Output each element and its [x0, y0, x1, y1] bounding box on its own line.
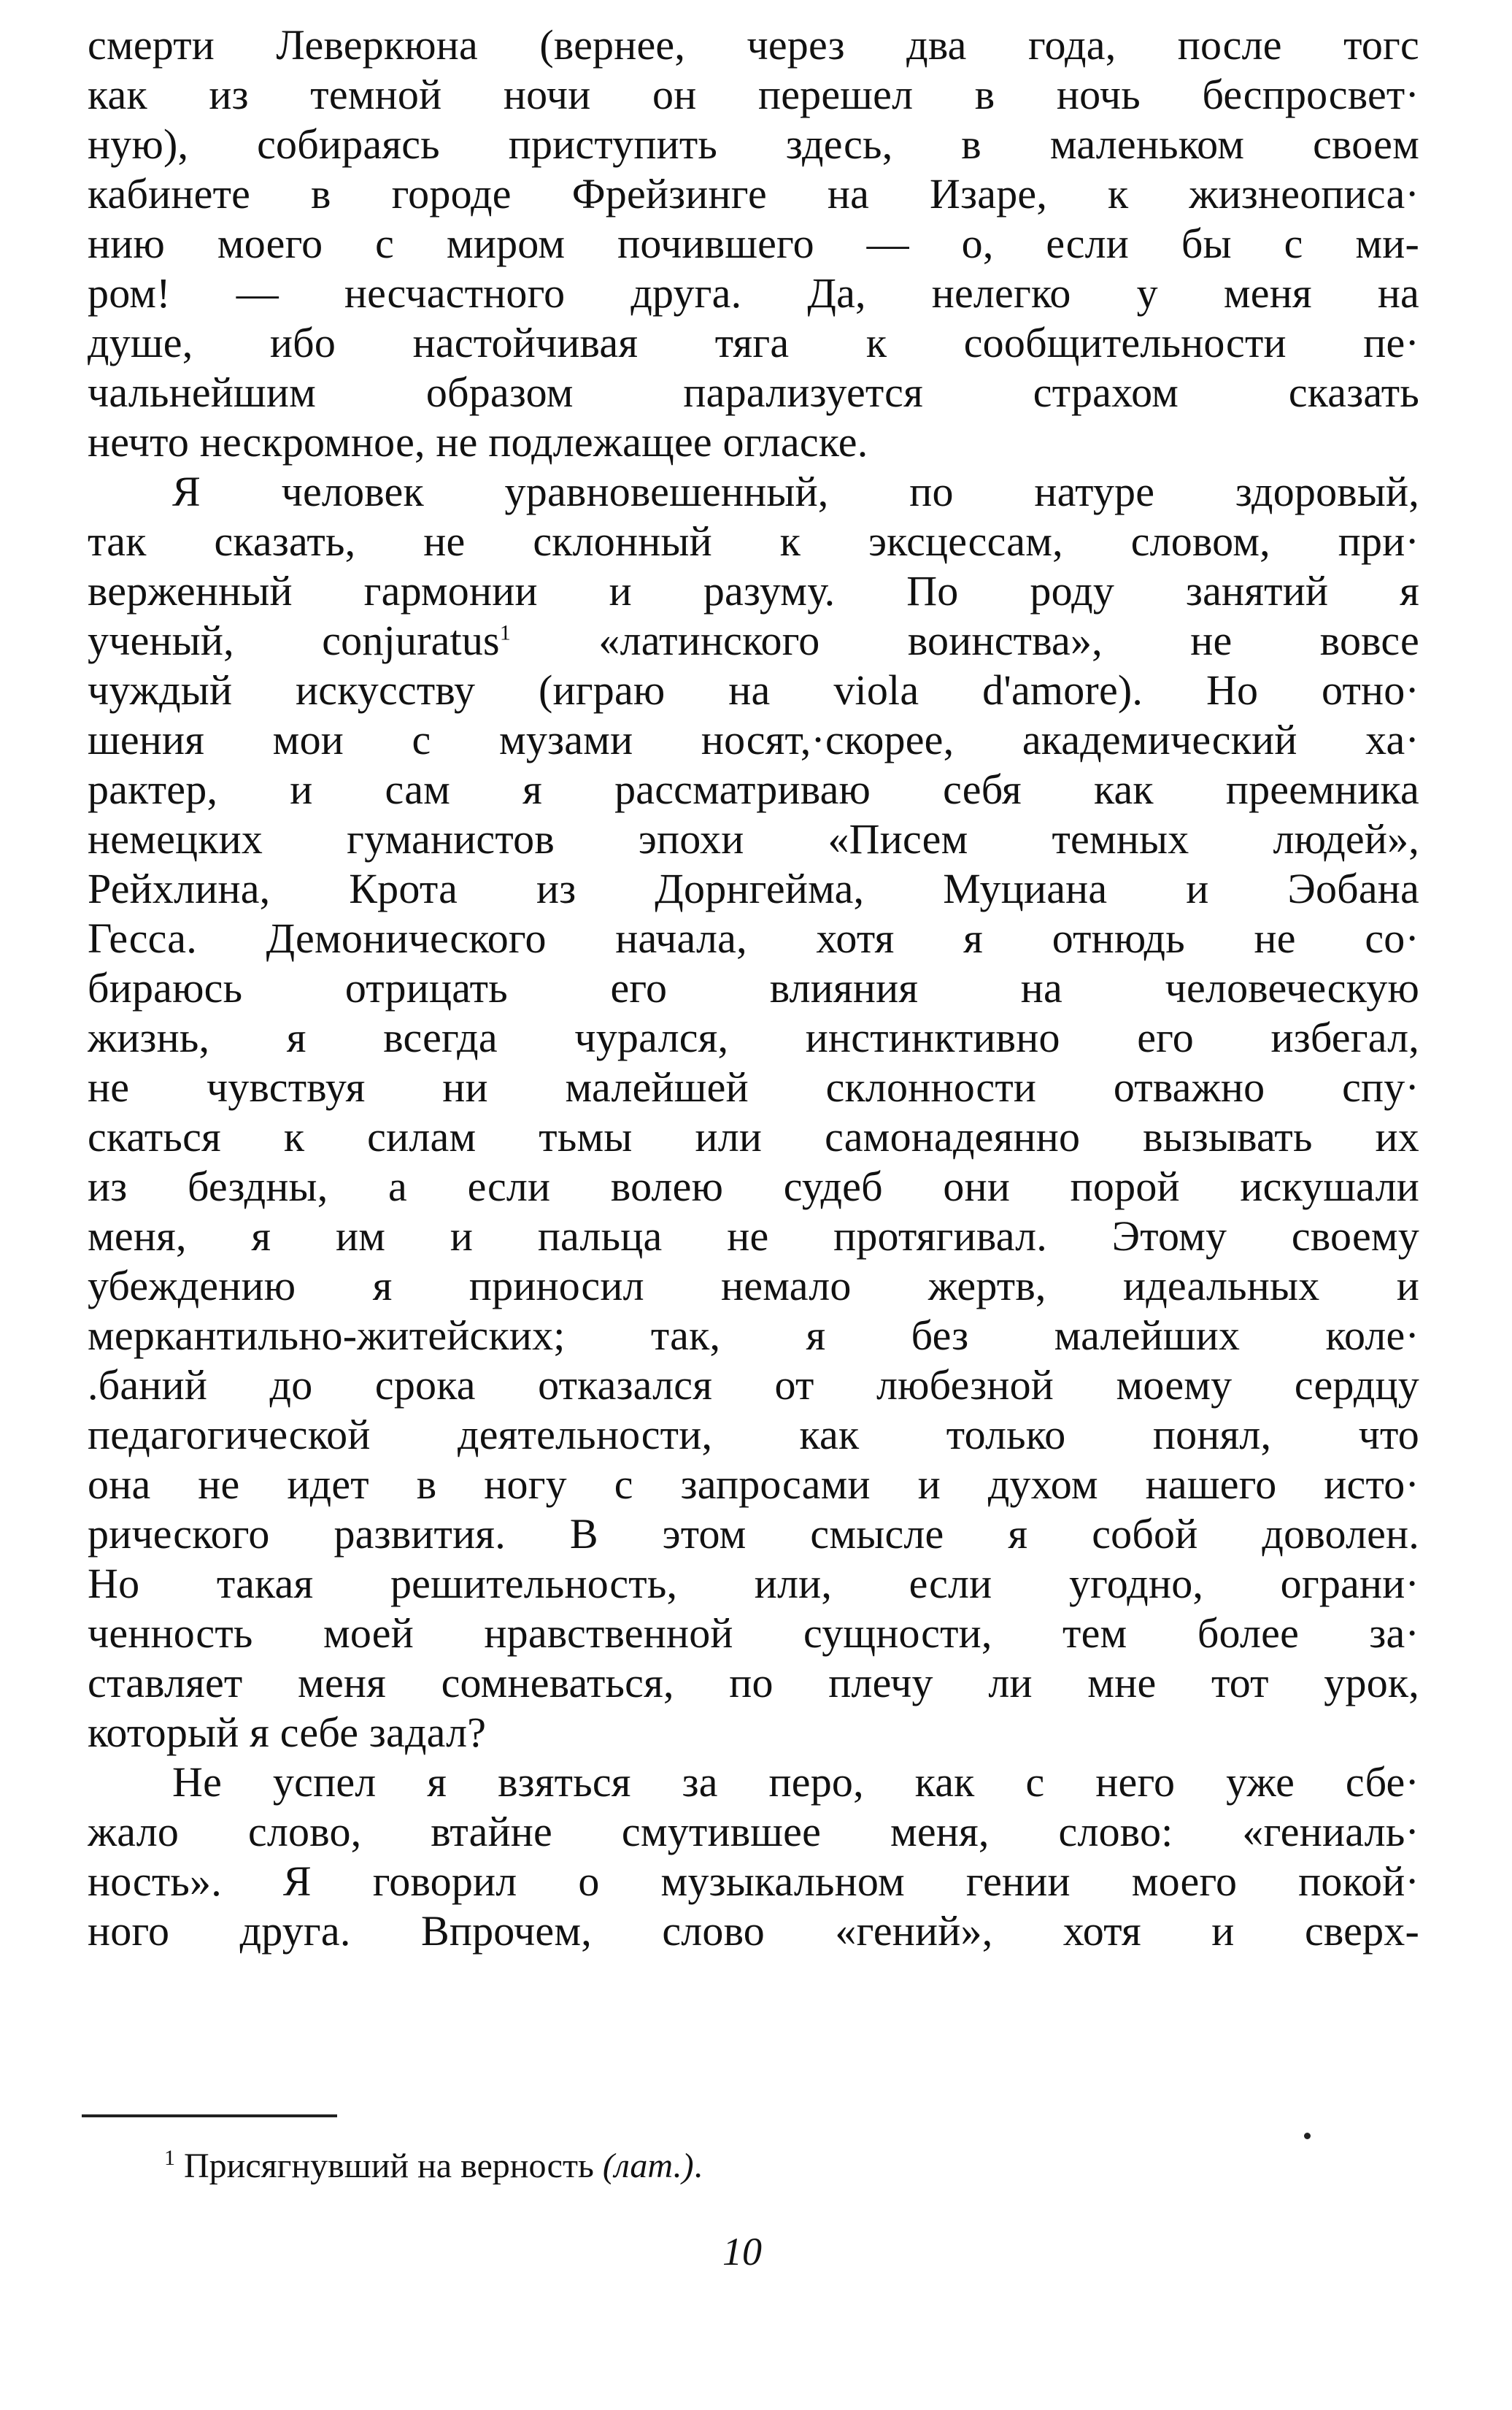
footnote-text: Присягнувший на верность — [184, 2147, 594, 2185]
text-line: из бездны, а если волею судеб они порой искушали — [88, 1163, 1419, 1210]
text-line: который я себе задал? — [88, 1709, 487, 1756]
text-line: ставляет меня сомневаться, по плечу ли мне тот урок, — [88, 1659, 1419, 1706]
text-line: Не успел я взяться за перо, как с него уже сбе· — [172, 1758, 1419, 1806]
text-line: жизнь, я всегда чурался, инстинктивно его избегал, — [88, 1014, 1419, 1061]
text-line: Рейхлина, Крота из Дорнгейма, Муциана и Эобана — [88, 865, 1419, 912]
footnote-marker: 1 — [164, 2146, 175, 2170]
footnote-tail: . — [693, 2147, 703, 2185]
paragraph — [88, 467, 1419, 1758]
main-text — [88, 20, 1419, 1956]
footnote-divider — [82, 2114, 337, 2117]
footnote — [164, 2144, 703, 2188]
text-line: меркантильно-житейских; так, я без малейших коле· — [88, 1312, 1419, 1359]
text-line: нечто нескромное, не подлежащее огласке. — [88, 418, 868, 466]
text-line: не чувствуя ни малейшей склонности отважно спу· — [88, 1063, 1419, 1111]
text-line: ного друга. Впрочем, слово «гений», хотя и сверх- — [88, 1907, 1419, 1955]
text-line: ную), собираясь приступить здесь, в маленьком своем — [88, 120, 1419, 168]
text-line: шения мои с музами носят,·скорее, академический ха· — [88, 716, 1419, 763]
text-line: жало слово, втайне смутившее меня, слово: «гениаль· — [88, 1808, 1419, 1855]
print-speck — [1304, 2133, 1311, 2139]
text-line: немецких гуманистов эпохи «Писем темных людей», — [88, 815, 1419, 863]
text-line-with-footnote-ref — [88, 616, 1419, 666]
text-line: рического развития. В этом смысле я собой доволен. — [88, 1510, 1419, 1558]
footnote-reference[interactable]: 1 — [499, 620, 512, 645]
text-line: ченность моей нравственной сущности, тем более за· — [88, 1609, 1419, 1657]
text-segment: «латинского воинства», не вовсе — [598, 617, 1419, 664]
text-line: рактер, и сам я рассматриваю себя как преемника — [88, 766, 1419, 813]
text-line: верженный гармонии и разуму. По роду занятий я — [88, 567, 1419, 615]
text-line: скаться к силам тьмы или самонадеянно вызывать их — [88, 1113, 1419, 1160]
text-line: она не идет в ногу с запросами и духом нашего исто· — [88, 1460, 1419, 1508]
text-line: нию моего с миром почившего — о, если бы с ми- — [88, 220, 1419, 267]
text-line: душе, ибо настойчивая тяга к сообщительности пе· — [88, 319, 1419, 366]
text-line: Гесса. Демонического начала, хотя я отнюдь не со· — [88, 915, 1419, 962]
text-line: .баний до срока отказался от любезной моему сердцу — [88, 1361, 1419, 1409]
page-number: 10 — [722, 2230, 762, 2274]
text-line: Но такая решительность, или, если угодно, ограни· — [88, 1560, 1419, 1607]
text-line: Я человек уравновешенный, по натуре здоровый, — [172, 468, 1419, 515]
text-line: чуждый искусству (играю на viola d'amore). Но отно· — [88, 666, 1419, 714]
text-line: как из темной ночи он перешел в ночь беспросвет· — [88, 71, 1419, 118]
paragraph — [88, 1758, 1419, 1956]
paragraph — [88, 20, 1419, 467]
text-segment: ученый, conjuratus — [88, 617, 500, 664]
footnote-language-abbr: (лат.) — [602, 2147, 694, 2185]
text-line: кабинете в городе Фрейзинге на Изаре, к жизнеописа· — [88, 170, 1419, 217]
text-line: смерти Леверкюна (вернее, через два года, после тогс — [88, 21, 1419, 69]
text-line: ром! — несчастного друга. Да, нелегко у меня на — [88, 269, 1419, 317]
text-line: так сказать, не склонный к эксцессам, словом, при· — [88, 517, 1419, 565]
text-line: чальнейшим образом парализуется страхом сказать — [88, 369, 1419, 416]
text-line: ность». Я говорил о музыкальном гении моего покой· — [88, 1857, 1419, 1905]
text-line: убеждению я приносил немало жертв, идеальных и — [88, 1262, 1419, 1309]
text-line: педагогической деятельности, как только понял, что — [88, 1411, 1419, 1458]
text-line: бираюсь отрицать его влияния на человеческую — [88, 964, 1419, 1012]
text-line: меня, я им и пальца не протягивал. Этому своему — [88, 1212, 1419, 1260]
